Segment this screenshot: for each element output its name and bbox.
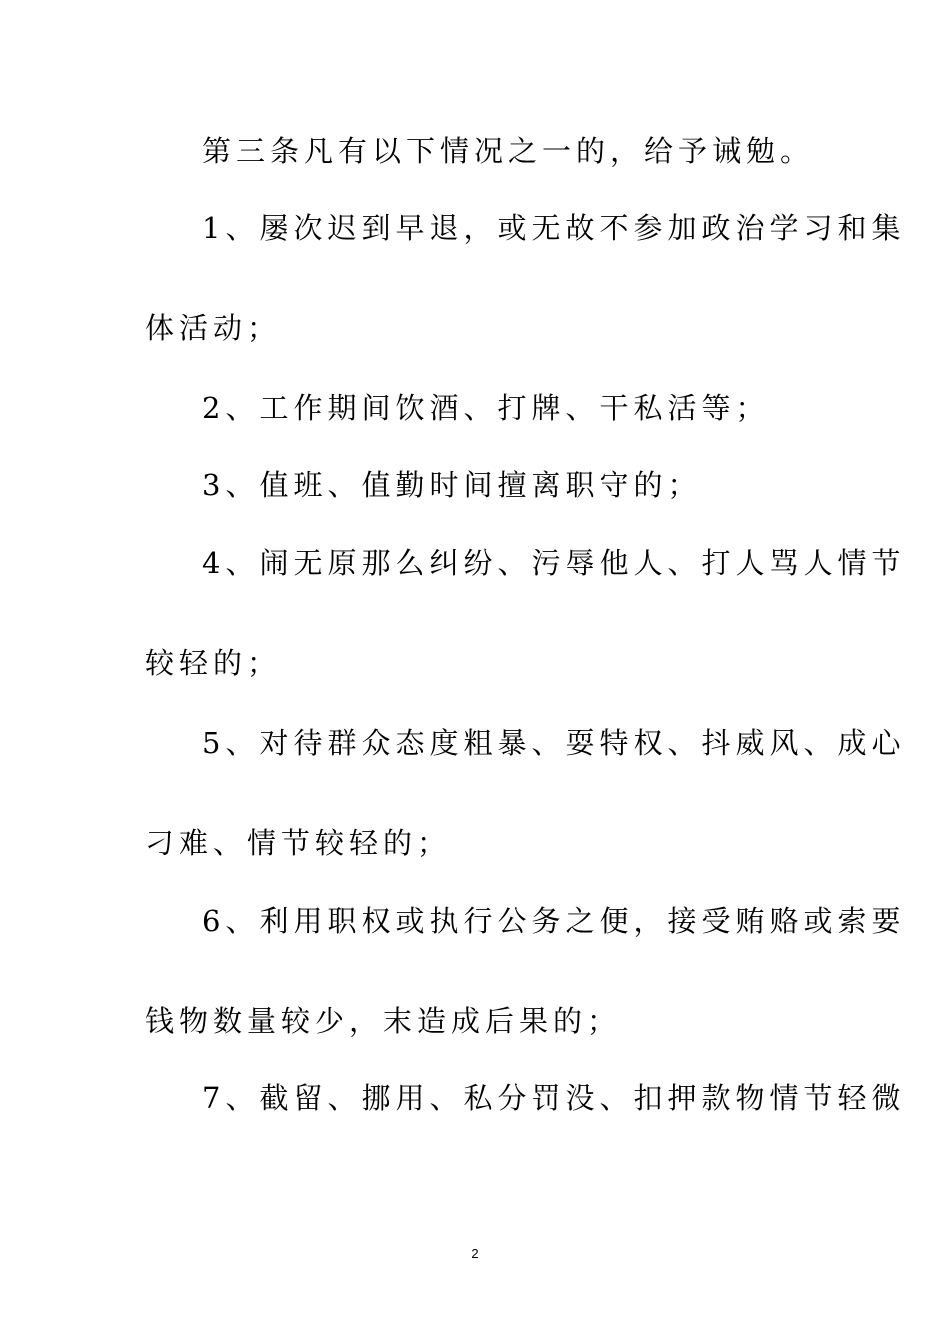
paragraph-line: 6、利用职权或执行公务之便，接受贿赂或索要: [202, 904, 906, 938]
paragraph-line: 体活动；: [145, 311, 282, 345]
page-number: 2: [471, 1246, 479, 1261]
paragraph-line: 钱物数量较少，末造成后果的；: [145, 1004, 622, 1038]
paragraph-line: 5、对待群众态度粗暴、耍特权、抖威风、成心: [202, 726, 906, 760]
paragraph-line: 7、截留、挪用、私分罚没、扣押款物情节轻微: [202, 1081, 906, 1115]
paragraph-line: 较轻的；: [145, 646, 282, 680]
paragraph-line: 2、工作期间饮酒、打牌、干私活等；: [202, 391, 770, 425]
article-heading: 第三条凡有以下情况之一的，给予诫勉。: [202, 134, 815, 168]
paragraph-line: 1、屡次迟到早退，或无故不参加政治学习和集: [202, 211, 906, 245]
paragraph-line: 4、闹无原那么纠纷、污辱他人、打人骂人情节: [202, 546, 906, 580]
paragraph-line: 3、值班、值勤时间擅离职守的；: [202, 468, 702, 502]
paragraph-line: 刁难、情节较轻的；: [145, 826, 452, 860]
